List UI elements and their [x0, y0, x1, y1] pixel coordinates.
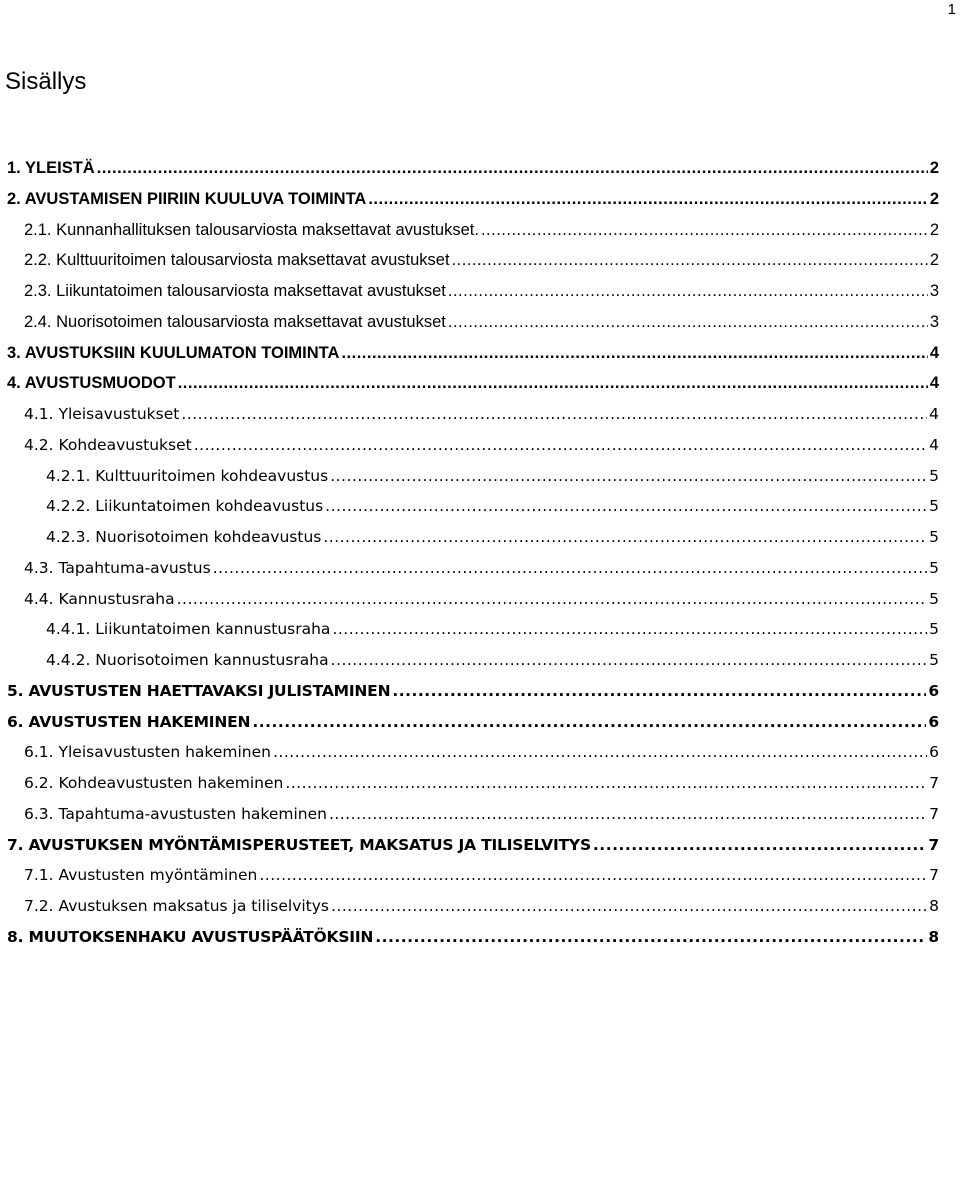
- dot-leader: [448, 276, 928, 306]
- dot-leader: [331, 645, 928, 675]
- toc-entry[interactable]: [0, 338, 960, 369]
- toc-entry[interactable]: [0, 768, 960, 799]
- toc-entry-page-number: 3: [929, 312, 939, 331]
- toc-entry-label: 8. MUUTOKSENHAKU AVUSTUSPÄÄTÖKSIIN: [7, 927, 374, 946]
- toc-entry[interactable]: [0, 215, 960, 246]
- dot-leader: [194, 430, 927, 460]
- toc-entry-label: 2.3. Liikuntatoimen talousarviosta maksettavat avustukset: [24, 282, 446, 300]
- dot-leader: [593, 830, 926, 860]
- toc-entry-page-number: 4: [929, 343, 939, 362]
- toc-entry-page-number: 8: [929, 897, 939, 915]
- toc-entry-label: 4. AVUSTUSMUODOT: [7, 374, 176, 393]
- toc-entry-page-number: 8: [928, 927, 939, 946]
- dot-leader: [448, 307, 928, 337]
- toc-entry-label: 2.1. Kunnanhallituksen talousarviosta maksettavat avustukset.: [24, 220, 479, 239]
- dot-leader: [178, 368, 928, 398]
- toc-entry[interactable]: [0, 799, 960, 830]
- toc-entry[interactable]: [0, 184, 960, 215]
- toc-entry-label: 2. AVUSTAMISEN PIIRIIN KUULUVA TOIMINTA: [7, 189, 367, 208]
- dot-leader: [213, 553, 927, 583]
- toc-entry[interactable]: [0, 430, 960, 461]
- toc-entry-page-number: 4: [929, 374, 939, 393]
- toc-entry[interactable]: [0, 614, 960, 645]
- toc-entry[interactable]: [0, 645, 960, 676]
- toc-entry-page-number: 4: [929, 405, 939, 423]
- page-number: 1: [947, 1, 956, 18]
- toc-entry[interactable]: [0, 676, 960, 707]
- toc-entry-page-number: 2: [929, 159, 939, 177]
- toc-entry-label: 7. AVUSTUKSEN MYÖNTÄMISPERUSTEET, MAKSATUS JA TILISELVITYS: [7, 835, 591, 854]
- dot-leader: [273, 737, 927, 767]
- toc-entry-label: 6.1. Yleisavustusten hakeminen: [24, 743, 271, 762]
- toc-entry[interactable]: [0, 922, 960, 953]
- toc-entry-label: 6. AVUSTUSTEN HAKEMINEN: [7, 712, 251, 731]
- toc-entry[interactable]: [0, 245, 960, 276]
- toc-entry-page-number: 7: [929, 866, 939, 885]
- toc-entry-label: 4.2.2. Liikuntatoimen kohdeavustus: [46, 497, 324, 516]
- dot-leader: [259, 860, 927, 890]
- toc-entry-page-number: 4: [929, 435, 939, 454]
- toc-entry-label: 2.4. Nuorisotoimen talousarviosta maksettavat avustukset: [24, 312, 446, 331]
- dot-leader: [177, 584, 928, 614]
- dot-leader: [368, 184, 927, 214]
- toc-entry-page-number: 6: [928, 681, 939, 700]
- toc-entry-label: 4.4.2. Nuorisotoimen kannustusraha: [46, 651, 329, 669]
- toc-entry-page-number: 7: [928, 835, 939, 854]
- toc-entry-label: 4.4. Kannustusraha: [24, 589, 175, 608]
- toc-entry[interactable]: [0, 461, 960, 492]
- toc-entry-label: 4.3. Tapahtuma-avustus: [24, 558, 211, 577]
- toc-entry[interactable]: [0, 553, 960, 584]
- toc-entry-page-number: 5: [929, 620, 939, 639]
- toc-entry[interactable]: [0, 399, 960, 430]
- dot-leader: [181, 399, 927, 429]
- toc-entry-page-number: 5: [929, 466, 939, 485]
- dot-leader: [341, 338, 927, 368]
- toc-entry[interactable]: [0, 584, 960, 615]
- dot-leader: [375, 922, 926, 952]
- dot-leader: [481, 215, 928, 245]
- toc-entry-label: 7.1. Avustusten myöntäminen: [24, 866, 258, 885]
- dot-leader: [97, 153, 928, 183]
- toc-entry-label: 1. YLEISTÄ: [7, 159, 95, 177]
- dot-leader: [285, 768, 927, 798]
- toc-entry-page-number: 7: [929, 774, 939, 792]
- toc-entry-label: 4.2.1. Kulttuuritoimen kohdeavustus: [46, 466, 329, 485]
- toc-entry[interactable]: [0, 860, 960, 891]
- toc-entry[interactable]: [0, 276, 960, 307]
- toc-entry-page-number: 5: [929, 497, 939, 516]
- toc-entry-label: 6.3. Tapahtuma-avustusten hakeminen: [24, 804, 327, 823]
- toc-entry-label: 4.4.1. Liikuntatoimen kannustusraha: [46, 620, 331, 639]
- toc-entry-label: 6.2. Kohdeavustusten hakeminen: [24, 774, 284, 792]
- toc-entry-page-number: 5: [929, 651, 939, 669]
- toc-entry[interactable]: [0, 307, 960, 338]
- dot-leader: [392, 676, 926, 706]
- table-of-contents: [0, 153, 960, 953]
- toc-entry[interactable]: [0, 368, 960, 399]
- toc-entry[interactable]: [0, 522, 960, 553]
- toc-entry-page-number: 2: [929, 220, 939, 239]
- toc-entry-page-number: 3: [929, 282, 939, 300]
- toc-entry-page-number: 2: [929, 189, 939, 208]
- toc-entry-label: 3. AVUSTUKSIIN KUULUMATON TOIMINTA: [7, 343, 340, 362]
- dot-leader: [332, 614, 927, 644]
- toc-entry-label: 2.2. Kulttuuritoimen talousarviosta maksettavat avustukset: [24, 251, 450, 270]
- dot-leader: [252, 707, 926, 737]
- toc-entry-label: 4.2. Kohdeavustukset: [24, 435, 192, 454]
- toc-entry-label: 4.2.3. Nuorisotoimen kohdeavustus: [46, 528, 322, 546]
- dot-leader: [452, 245, 928, 275]
- toc-entry-page-number: 6: [929, 743, 939, 762]
- toc-entry-label: 4.1. Yleisavustukset: [24, 405, 180, 423]
- toc-entry[interactable]: [0, 891, 960, 922]
- dot-leader: [325, 491, 927, 521]
- toc-entry[interactable]: [0, 830, 960, 861]
- toc-entry-page-number: 7: [929, 804, 939, 823]
- toc-entry-page-number: 5: [929, 528, 939, 546]
- dot-leader: [329, 799, 927, 829]
- toc-entry-label: 5. AVUSTUSTEN HAETTAVAKSI JULISTAMINEN: [7, 681, 391, 700]
- toc-entry-label: 7.2. Avustuksen maksatus ja tiliselvitys: [24, 897, 330, 915]
- dot-leader: [330, 461, 927, 491]
- toc-entry[interactable]: [0, 707, 960, 738]
- toc-entry-page-number: 5: [929, 589, 939, 608]
- toc-entry[interactable]: [0, 737, 960, 768]
- dot-leader: [323, 522, 927, 552]
- toc-entry-page-number: 2: [929, 251, 939, 270]
- toc-entry-page-number: 5: [929, 558, 939, 577]
- dot-leader: [331, 891, 927, 921]
- toc-title: Sisällys: [5, 68, 87, 95]
- toc-entry-page-number: 6: [928, 712, 939, 731]
- toc-entry[interactable]: [0, 491, 960, 522]
- toc-entry[interactable]: [0, 153, 960, 184]
